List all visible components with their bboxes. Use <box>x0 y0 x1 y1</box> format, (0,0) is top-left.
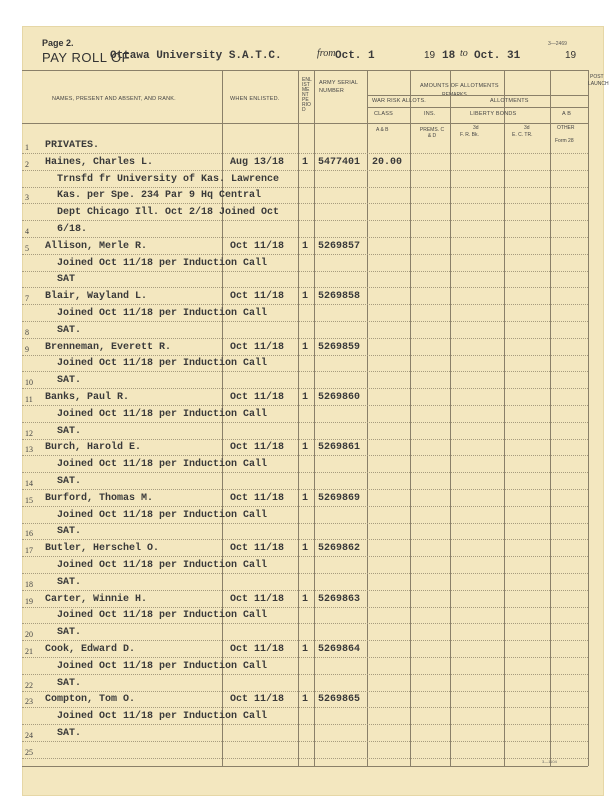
row-name-text: SAT. <box>45 425 82 437</box>
row-serial-number: 5269862 <box>318 543 361 555</box>
row-divider <box>22 707 588 708</box>
row-divider <box>22 220 588 221</box>
row-divider <box>22 640 588 641</box>
row-serial-number: 5269863 <box>318 593 361 605</box>
col-divider-bond1 <box>504 70 505 766</box>
col-divider-ins <box>450 70 451 766</box>
row-name-text: Joined Oct 11/18 per Induction Call <box>45 610 268 622</box>
row-number: 12 <box>25 428 33 438</box>
enlisted-column-header: WHEN ENLISTED. <box>230 96 280 102</box>
row-divider <box>22 590 588 591</box>
enlistment-period-header: ENLISTMENT PERIOD <box>302 77 312 113</box>
row-divider <box>22 170 588 171</box>
row-name-text: Joined Oct 11/18 per Induction Call <box>45 711 268 723</box>
row-enlistment-period: 1 <box>302 341 309 353</box>
row-divider <box>22 187 588 188</box>
row-number: 9 <box>25 344 29 354</box>
row-name-text: Compton, Tom O. <box>45 694 136 706</box>
bonds-3d-1: 3d <box>473 125 479 131</box>
row-enlistment-period: 1 <box>302 543 309 555</box>
row-divider <box>22 237 588 238</box>
row-name-text: SAT. <box>45 324 82 336</box>
row-number: 24 <box>25 731 33 740</box>
year-prefix-1: 19 <box>424 50 436 61</box>
to-label: to <box>460 48 468 59</box>
row-number: 25 <box>25 747 33 757</box>
row-enlisted-date: Oct 11/18 <box>230 291 285 303</box>
serial-column-header: ARMY SERIAL NUMBER <box>319 80 358 94</box>
row-divider <box>22 556 588 557</box>
row-divider <box>22 388 588 389</box>
row-divider <box>22 422 588 423</box>
row-divider <box>22 539 588 540</box>
row-number: 7 <box>25 294 29 304</box>
row-name-text: SAT. <box>45 576 82 588</box>
row-enlistment-period: 1 <box>302 694 309 706</box>
row-serial-number: 5269860 <box>318 392 361 403</box>
row-number: 11 <box>25 395 33 404</box>
bonds-3d-2: 3d <box>524 125 530 131</box>
row-number: 10 <box>25 378 33 388</box>
row-divider <box>22 758 588 759</box>
row-divider <box>22 304 588 305</box>
from-date: Oct. 1 <box>335 50 375 62</box>
ab-header: A B <box>562 111 572 117</box>
row-name-text: SAT. <box>45 728 82 739</box>
row-number: 23 <box>25 697 33 707</box>
row-serial-number: 5269859 <box>318 341 361 353</box>
row-number: 4 <box>25 227 29 236</box>
row-name-text: SAT. <box>45 375 82 387</box>
names-column-header: NAMES, PRESENT AND ABSENT, AND RANK. <box>52 96 176 102</box>
row-divider <box>22 271 588 272</box>
row-serial-number: 5477401 <box>318 156 361 168</box>
row-name-text: Joined Oct 11/18 per Induction Call <box>45 408 268 420</box>
row-divider <box>22 439 588 440</box>
row-divider <box>22 506 588 507</box>
row-enlisted-date: Oct 11/18 <box>230 392 285 403</box>
row-allotment-amount: 20.00 <box>372 156 403 168</box>
col-divider-right <box>588 70 589 766</box>
row-enlistment-period: 1 <box>302 442 309 454</box>
row-name-text: Blair, Wayland L. <box>45 291 148 303</box>
row-enlisted-date: Oct 11/18 <box>230 593 285 605</box>
row-divider <box>22 741 588 742</box>
table-bottom-border <box>22 766 588 767</box>
row-name-text: Dept Chicago Ill. Oct 2/18 Joined Oct <box>45 207 280 219</box>
row-number: 19 <box>25 596 33 606</box>
row-enlisted-date: Aug 13/18 <box>230 156 285 168</box>
allotments-title-header: AMOUNTS OF ALLOTMENTS <box>420 83 499 89</box>
row-enlistment-period: 1 <box>302 392 309 403</box>
row-divider <box>22 623 588 624</box>
allotments-header: ALLOTMENTS <box>490 98 529 104</box>
col-divider-enlisted <box>298 70 299 766</box>
prems-subheader: PREMS. C & D <box>419 127 445 139</box>
row-name-text: Joined Oct 11/18 per Induction Call <box>45 257 268 269</box>
row-name-text: Cook, Edward D. <box>45 644 136 655</box>
row-number: 18 <box>25 579 33 589</box>
launch-header: LAUNCH <box>588 81 609 87</box>
row-divider <box>22 321 588 322</box>
year-prefix-2: 19 <box>565 50 577 61</box>
row-enlistment-period: 1 <box>302 492 309 504</box>
corner-stamp: 3—2469 <box>548 41 567 47</box>
from-label: from <box>317 48 336 59</box>
row-divider <box>22 405 588 406</box>
row-name-text: Burford, Thomas M. <box>45 492 154 504</box>
row-name-text: Brenneman, Everett R. <box>45 341 172 353</box>
row-name-text: Haines, Charles L. <box>45 156 154 168</box>
row-name-text: Joined Oct 11/18 per Induction Call <box>45 660 268 672</box>
row-divider <box>22 371 588 372</box>
form-header: Form 28 <box>555 138 574 144</box>
row-number: 21 <box>25 647 33 656</box>
row-serial-number: 5269869 <box>318 492 361 504</box>
post-header: POST <box>590 74 604 80</box>
row-enlisted-date: Oct 11/18 <box>230 492 285 504</box>
row-name-text: Joined Oct 11/18 per Induction Call <box>45 459 268 471</box>
class-subheader: A & B <box>376 127 389 133</box>
row-divider <box>22 455 588 456</box>
row-number: 8 <box>25 327 29 337</box>
row-name-text: Joined Oct 11/18 per Induction Call <box>45 308 268 319</box>
other-header: OTHER <box>557 125 575 131</box>
row-divider <box>22 472 588 473</box>
document-title: PAY ROLL OF <box>42 50 131 65</box>
row-name-text: Butler, Herschel O. <box>45 543 160 555</box>
page-label: Page 2. <box>42 38 74 48</box>
row-divider <box>22 153 588 154</box>
row-divider <box>22 287 588 288</box>
row-number: 16 <box>25 529 33 539</box>
to-date: Oct. 31 <box>474 50 521 62</box>
row-number: 1 <box>25 143 29 152</box>
row-number: 15 <box>25 495 33 505</box>
liberty-bonds-header: LIBERTY BONDS <box>470 111 517 117</box>
row-name-text: SAT. <box>45 526 82 538</box>
ins-header: INS. <box>424 111 436 117</box>
row-divider <box>22 203 588 204</box>
year-value-1: 18 <box>442 50 456 62</box>
allotments-subdivider <box>367 95 588 96</box>
row-enlisted-date: Oct 11/18 <box>230 341 285 353</box>
row-name-text: SAT. <box>45 677 82 689</box>
row-name-text: 6/18. <box>45 224 88 235</box>
row-serial-number: 5269864 <box>318 644 361 655</box>
row-serial-number: 5269857 <box>318 240 361 252</box>
row-name-text: SAT. <box>45 476 82 487</box>
form-number: 3—1104 <box>542 759 557 764</box>
row-number: 13 <box>25 445 33 455</box>
remarks-header: REMARKS. <box>442 92 469 98</box>
row-divider <box>22 254 588 255</box>
row-name-text: PRIVATES. <box>45 140 100 151</box>
bonds-fr-header: F. R. Bk. <box>460 132 479 138</box>
row-enlistment-period: 1 <box>302 644 309 655</box>
row-name-text: SAT. <box>45 627 82 639</box>
row-name-text: Joined Oct 11/18 per Induction Call <box>45 509 268 521</box>
row-serial-number: 5269861 <box>318 442 361 454</box>
row-enlistment-period: 1 <box>302 240 309 252</box>
row-divider <box>22 691 588 692</box>
row-divider <box>22 724 588 725</box>
row-divider <box>22 573 588 574</box>
row-number: 3 <box>25 193 29 203</box>
row-enlisted-date: Oct 11/18 <box>230 543 285 555</box>
row-divider <box>22 657 588 658</box>
col-divider-serial <box>367 70 368 766</box>
row-name-text: Joined Oct 11/18 per Induction Call <box>45 560 268 571</box>
payroll-sheet <box>22 26 609 796</box>
row-enlisted-date: Oct 11/18 <box>230 442 285 454</box>
row-name-text: Allison, Merle R. <box>45 240 148 252</box>
col-divider-bond2 <box>550 70 551 766</box>
row-name-text: Burch, Harold E. <box>45 442 142 454</box>
row-number: 2 <box>25 159 29 169</box>
row-number: 20 <box>25 630 33 640</box>
row-enlistment-period: 1 <box>302 593 309 605</box>
war-risk-header: WAR RISK ALLOTS. <box>372 98 427 104</box>
row-name-text: Kas. per Spe. 234 Par 9 Hq Central <box>45 190 262 202</box>
row-name-text: Carter, Winnie H. <box>45 593 148 605</box>
row-enlisted-date: Oct 11/18 <box>230 240 285 252</box>
row-divider <box>22 523 588 524</box>
row-name-text: Joined Oct 11/18 per Induction Call <box>45 358 268 370</box>
row-number: 5 <box>25 243 29 253</box>
row-divider <box>22 338 588 339</box>
row-divider <box>22 674 588 675</box>
row-divider <box>22 607 588 608</box>
row-divider <box>22 489 588 490</box>
col-divider-class <box>410 70 411 766</box>
row-enlisted-date: Oct 11/18 <box>230 694 285 706</box>
row-number: 17 <box>25 546 33 556</box>
row-name-text: Banks, Paul R. <box>45 392 130 403</box>
row-serial-number: 5269865 <box>318 694 361 706</box>
row-number: 14 <box>25 479 33 488</box>
class-header: CLASS <box>374 111 394 117</box>
row-enlistment-period: 1 <box>302 291 309 303</box>
row-enlisted-date: Oct 11/18 <box>230 644 285 655</box>
organization-name: Ottawa University S.A.T.C. <box>110 50 282 62</box>
row-number: 22 <box>25 680 33 690</box>
row-enlistment-period: 1 <box>302 156 309 168</box>
row-name-text: Trnsfd fr University of Kas. Lawrence <box>45 173 280 185</box>
allotments-subdivider-2 <box>367 107 588 108</box>
row-divider <box>22 355 588 356</box>
col-divider-period <box>314 70 315 766</box>
row-name-text: SAT <box>45 274 76 286</box>
bonds-ec-header: E. C. TR. <box>512 132 533 138</box>
row-serial-number: 5269858 <box>318 291 361 303</box>
